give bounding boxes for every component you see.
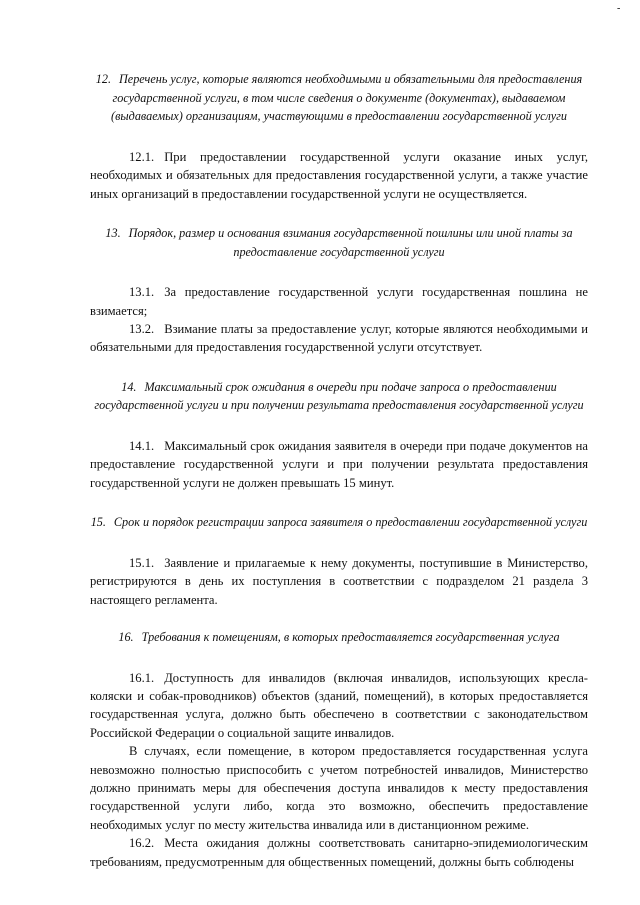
section-title: Требования к помещениям, в которых предоставляется государственная услуга [141, 630, 560, 645]
paragraph-12-1 [90, 148, 588, 203]
paragraph-number: 15.1. [129, 555, 155, 570]
paragraph-text: Места ожидания должны соответствовать санитарно-эпидемиологическим требованиям, предусмотренным для общественных помещений, должны быть соблюдены [90, 836, 588, 869]
section-heading-14 [90, 378, 588, 415]
paragraph-text: Максимальный срок ожидания заявителя в очереди при подаче документов на предоставление государственной услуги и при получении результата предоставления государственной услуги не должен превышать 15 минут. [90, 439, 588, 490]
paragraph-text: При предоставлении государственной услуги оказание иных услуг, необходимых и обязательных для предоставления государственной услуги, а также участие иных организаций в предоставлении государственной услуги не осуществляется. [90, 149, 588, 201]
section-heading-13 [90, 224, 588, 261]
section-number: 16. [118, 630, 134, 645]
paragraph-16-1 [90, 669, 588, 743]
section-title: Максимальный срок ожидания в очереди при подаче запроса о предоставлении государственной услуги и при получении результата предоставления государственной услуги [94, 379, 584, 413]
paragraph-text: Взимание платы за предоставление услуг, которые являются необходимыми и обязательными для предоставления государственной услуги отсутствует. [90, 322, 588, 355]
paragraph-text: За предоставление государственной услуги государственная пошлина не взимается; [90, 285, 588, 318]
document-page [90, 70, 588, 871]
paragraph-16-2 [90, 834, 588, 871]
section-number: 12. [95, 72, 111, 86]
paragraph-15-1 [90, 554, 588, 609]
corner-mark: - [617, 3, 621, 14]
section-title: Перечень услуг, которые являются необходимыми и обязательными для предоставления государственной услуги, в том числе сведения о документе (документах), выдаваемом (выдаваемых) организациям, участвующими в предоставлении государственной услуги [111, 72, 583, 124]
paragraph-number: 16.2. [129, 836, 155, 851]
paragraph-13-2 [90, 320, 588, 357]
section-number: 14. [121, 379, 137, 394]
paragraph-text: Доступность для инвалидов (включая инвалидов, использующих кресла-коляски и собак-проводников) объектов (зданий, помещений), в которых предоставляется государственная услуга, должно быть обеспечено в соответствии с законодательством Российской Федерации о социальной защите инвалидов. [90, 670, 588, 740]
paragraph-number: 16.1. [129, 670, 155, 685]
section-heading-16 [90, 628, 588, 647]
paragraph-number: 12.1. [129, 149, 155, 164]
section-title: Срок и порядок регистрации запроса заявителя о предоставлении государственной услуги [113, 515, 588, 530]
paragraph-number: 13.2. [129, 322, 155, 336]
paragraph-16-1-cont [90, 742, 588, 834]
paragraph-14-1 [90, 437, 588, 492]
paragraph-text: Заявление и прилагаемые к нему документы, поступившие в Министерство, регистрируются в день их поступления в соответствии с подразделом 21 раздела 3 настоящего регламента. [90, 555, 588, 607]
section-number: 15. [90, 515, 106, 530]
section-title: Порядок, размер и основания взимания государственной пошлины или иной платы за предоставление государственной услуги [128, 226, 573, 259]
paragraph-number: 14.1. [129, 439, 155, 453]
section-number: 13. [105, 226, 121, 240]
paragraph-number: 13.1. [129, 285, 155, 300]
section-heading-12 [90, 70, 588, 126]
section-heading-15 [90, 513, 588, 532]
paragraph-text: В случаях, если помещение, в котором предоставляется государственная услуга невозможно полностью приспособить с учетом потребностей инвалидов, Министерство должно принимать меры для обеспечения доступа инвалидов к месту предоставления государственной услуги либо, когда это возможно, обеспечить предоставление необходимых услуг по месту жительства инвалида или в дистанционном режиме. [90, 744, 588, 832]
paragraph-13-1 [90, 283, 588, 320]
